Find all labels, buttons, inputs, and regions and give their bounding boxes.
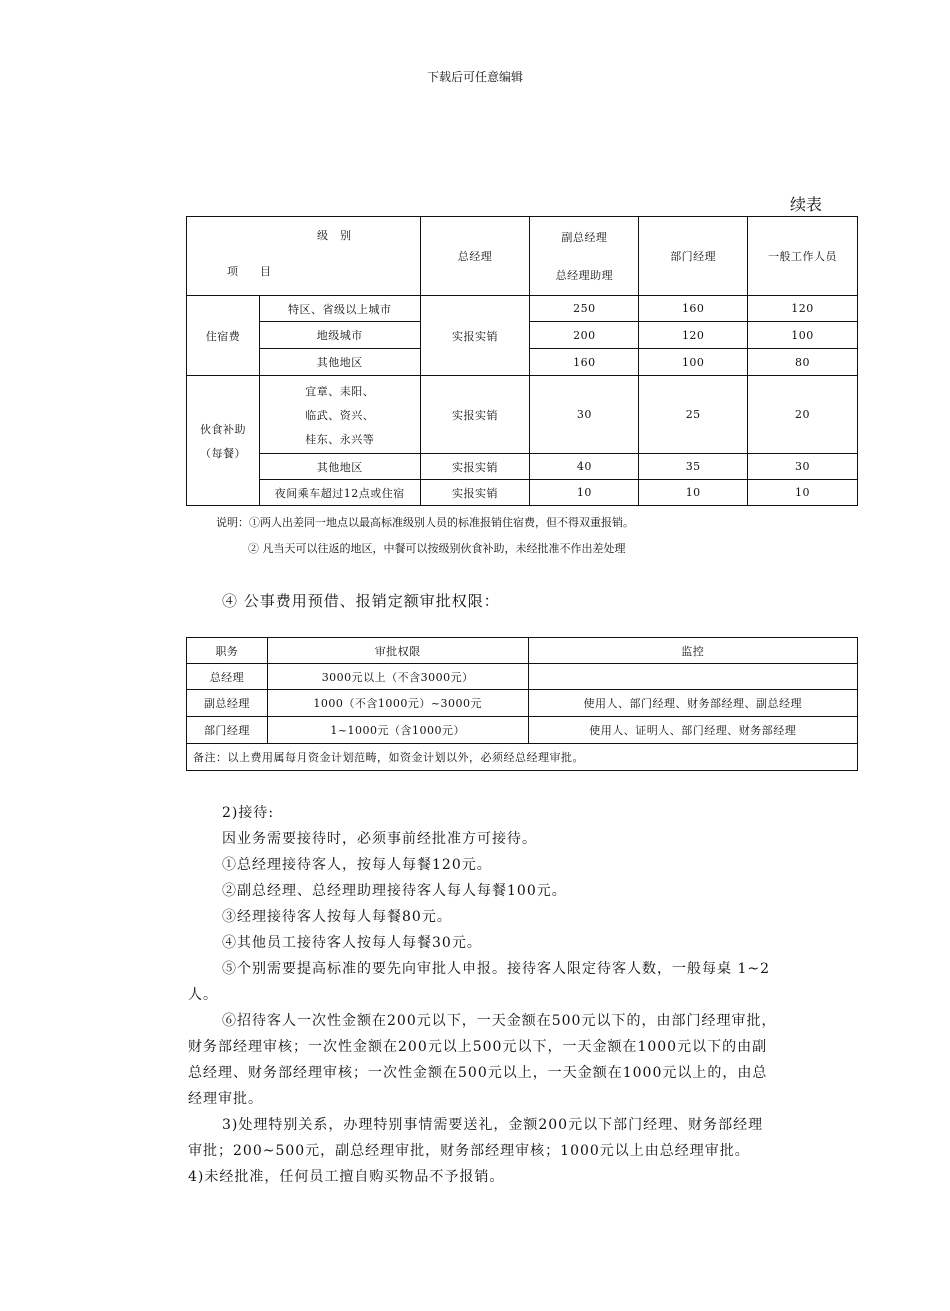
body-line: ⑤个别需要提高标准的要先向审批人申报。接待客人限定待客人数，一般每桌 1~2 xyxy=(222,961,770,977)
table-cell: 副总经理 xyxy=(187,690,268,717)
section-title: ④ 公事费用预借、报销定额审批权限： xyxy=(222,592,500,610)
table-cell: 30 xyxy=(530,376,639,454)
lodging-label: 住宿费 xyxy=(187,296,260,376)
table-cell: 80 xyxy=(748,349,858,376)
table-remark: 备注：以上费用属每月资金计划范畴，如资金计划以外，必须经总经理审批。 xyxy=(187,744,858,771)
table-cell: 其他地区 xyxy=(259,454,420,480)
body-line: ②副总经理、总经理助理接待客人每人每餐100元。 xyxy=(222,883,567,899)
col-header-deputy-line1: 副总经理 xyxy=(561,231,608,244)
body-line: 审批；200~500元，副总经理审批，财务部经理审核；1000元以上由总经理审批。 xyxy=(188,1143,750,1159)
table-cell: 40 xyxy=(530,454,639,480)
table-cell: 总经理 xyxy=(187,664,268,690)
approval-authority-table xyxy=(186,637,858,771)
table-cell: 10 xyxy=(530,480,639,506)
meal-area-line2: 临武、资兴、 xyxy=(305,408,375,422)
col-header-dept: 部门经理 xyxy=(639,217,748,296)
corner-header-cell xyxy=(187,217,421,296)
body-line: ⑥招待客人一次性金额在200元以下，一天金额在500元以下的，由部门经理审批， xyxy=(222,1013,777,1029)
body-line: 2)接待: xyxy=(222,805,275,821)
table-cell: 实报实销 xyxy=(420,454,530,480)
body-line: ③经理接待客人按每人每餐80元。 xyxy=(222,909,452,925)
table-cell: 10 xyxy=(639,480,748,506)
body-line: 经理审批。 xyxy=(188,1091,263,1107)
corner-item-label: 项目 xyxy=(227,265,293,278)
continued-label: 续表 xyxy=(790,195,823,214)
travel-allowance-table xyxy=(186,216,858,506)
table-cell: 夜间乘车超过12点或住宿 xyxy=(259,480,420,506)
table-cell: 1~1000元（含1000元） xyxy=(267,717,528,744)
table-cell: 120 xyxy=(639,322,748,349)
table-cell: 100 xyxy=(639,349,748,376)
body-line: ①总经理接待客人，按每人每餐120元。 xyxy=(222,857,492,873)
table-cell: 实报实销 xyxy=(420,376,530,454)
table-cell: 特区、省级以上城市 xyxy=(259,296,420,322)
body-line: 人。 xyxy=(188,987,218,1003)
col-header-monitor: 监控 xyxy=(528,638,858,664)
lodging-gm: 实报实销 xyxy=(420,296,530,376)
body-line: ④其他员工接待客人按每人每餐30元。 xyxy=(222,935,482,951)
table-cell: 使用人、部门经理、财务部经理、副总经理 xyxy=(528,690,858,717)
table-cell: 30 xyxy=(748,454,858,480)
body-line: 4)未经批准，任何员工擅自购买物品不予报销。 xyxy=(188,1169,505,1185)
body-line: 财务部经理审核；一次性金额在200元以上500元以下，一天金额在1000元以下的由副 xyxy=(188,1039,768,1055)
meal-label-line2: （每餐） xyxy=(199,446,246,460)
col-header-role: 职务 xyxy=(187,638,268,664)
table-cell: 20 xyxy=(748,376,858,454)
table-cell: 250 xyxy=(530,296,639,322)
table-cell: 3000元以上（不含3000元） xyxy=(267,664,528,690)
table-cell: 1000（不含1000元）~3000元 xyxy=(267,690,528,717)
table-cell: 部门经理 xyxy=(187,717,268,744)
col-header-deputy xyxy=(530,217,639,296)
table-cell: 200 xyxy=(530,322,639,349)
table-note-1: 说明：①两人出差同一地点以最高标准级别人员的标准报销住宿费，但不得双重报销。 xyxy=(216,516,634,529)
body-line: 3)处理特别关系，办理特别事情需要送礼，金额200元以下部门经理、财务部经理 xyxy=(222,1117,764,1133)
col-header-limit: 审批权限 xyxy=(267,638,528,664)
meal-label-line1: 伙食补助 xyxy=(199,422,246,436)
table-cell: 10 xyxy=(748,480,858,506)
table-cell: 使用人、证明人、部门经理、财务部经理 xyxy=(528,717,858,744)
table-cell: 160 xyxy=(639,296,748,322)
body-line: 总经理、财务部经理审核；一次性金额在500元以上，一天金额在1000元以上的，由总 xyxy=(188,1065,768,1081)
corner-level-label: 级别 xyxy=(317,229,363,242)
page-header: 下载后可任意编辑 xyxy=(426,70,523,84)
table-cell: 160 xyxy=(530,349,639,376)
table-cell: 35 xyxy=(639,454,748,480)
table-cell: 100 xyxy=(748,322,858,349)
col-header-gm: 总经理 xyxy=(420,217,530,296)
table-cell: 其他地区 xyxy=(259,349,420,376)
meal-label xyxy=(187,376,260,506)
table-cell xyxy=(259,376,420,454)
col-header-staff: 一般工作人员 xyxy=(748,217,858,296)
table-cell: 实报实销 xyxy=(420,480,530,506)
body-line: 因业务需要接待时，必须事前经批准方可接待。 xyxy=(222,831,537,847)
table-note-2: ② 凡当天可以往返的地区，中餐可以按级别伙食补助，未经批准不作出差处理 xyxy=(248,542,626,555)
meal-area-line1: 宜章、耒阳、 xyxy=(305,384,375,398)
meal-area-line3: 桂东、永兴等 xyxy=(305,432,375,446)
table-cell: 地级城市 xyxy=(259,322,420,349)
table-cell xyxy=(528,664,858,690)
table-cell: 120 xyxy=(748,296,858,322)
table-cell: 25 xyxy=(639,376,748,454)
col-header-deputy-line2: 总经理助理 xyxy=(555,269,614,282)
